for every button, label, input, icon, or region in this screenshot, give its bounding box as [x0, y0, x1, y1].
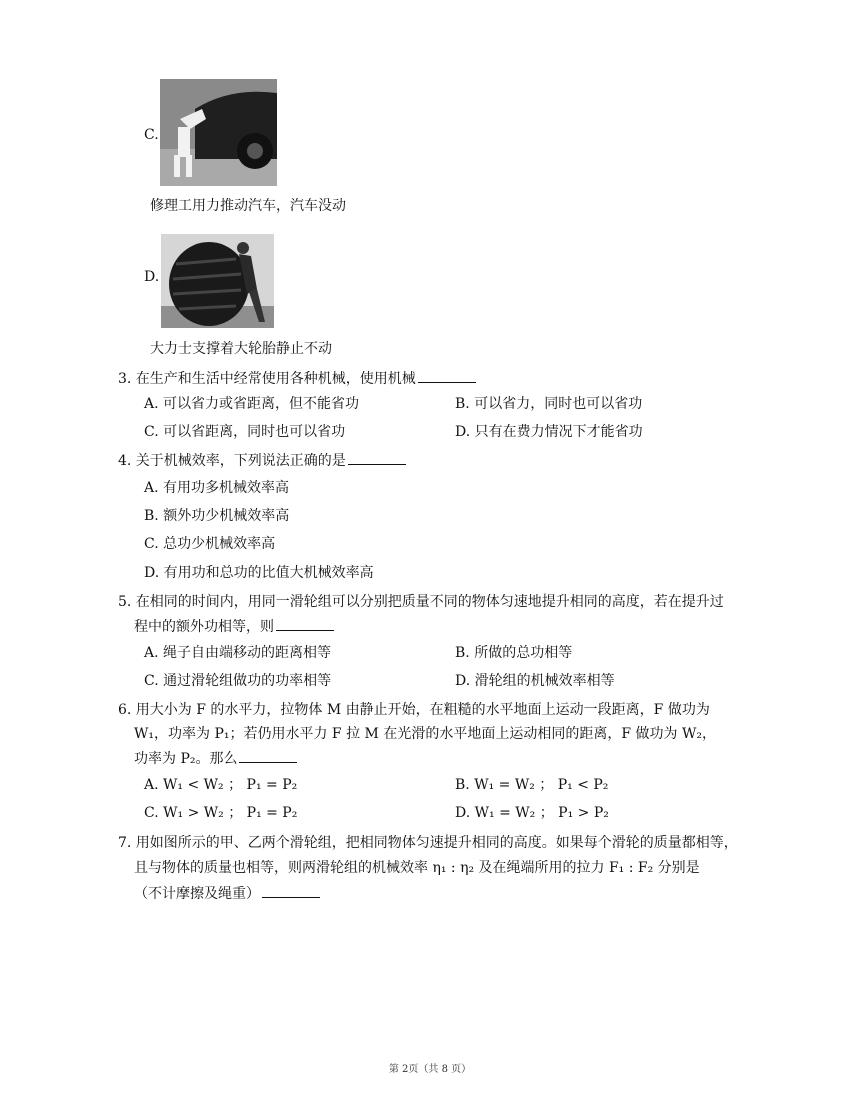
q6-line1: 6. 用大小为 F 的水平力，拉物体 M 由静止开始，在粗糙的水平地面上运动一段距离，F 做功为 — [118, 702, 710, 718]
q6-line3: 功率为 P₂。那么 — [134, 748, 297, 768]
q3-option-c: C. 可以省距离，同时也可以省功 — [144, 424, 346, 440]
answer-blank — [276, 618, 334, 631]
q7-line1: 7. 用如图所示的甲、乙两个滑轮组，把相同物体匀速提升相同的高度。如果每个滑轮的质量都相等， — [118, 835, 738, 851]
q7-line2: 且与物体的质量也相等，则两滑轮组的机械效率 η₁ : η₂ 及在绳端所用的拉力 F₁ : F₂ 分别是 — [134, 860, 700, 876]
answer-blank — [418, 370, 476, 383]
q4-option-a: A. 有用功多机械效率高 — [144, 480, 290, 496]
option-label-d: D. — [144, 269, 160, 285]
q7-line3: （不计摩擦及绳重） — [134, 883, 320, 903]
q3-option-b: B. 可以省力，同时也可以省功 — [455, 396, 643, 412]
mechanic-pushing-car-photo — [160, 79, 277, 186]
q6-option-b: B. W₁ = W₂ ； P₁ < P₂ — [455, 777, 609, 793]
q6-option-a: A. W₁ < W₂ ； P₁ = P₂ — [144, 777, 298, 793]
q5-line2: 程中的额外功相等，则 — [134, 616, 334, 636]
q6-option-d: D. W₁ = W₂ ； P₁ > P₂ — [455, 805, 609, 821]
q6-option-c: C. W₁ > W₂ ； P₁ = P₂ — [144, 805, 298, 821]
option-label-c: C. — [144, 127, 159, 143]
q5-line1: 5. 在相同的时间内，用同一滑轮组可以分别把质量不同的物体匀速地提升相同的高度，若在提升过 — [118, 594, 724, 610]
answer-blank — [239, 750, 297, 763]
q3-option-d: D. 只有在费力情况下才能省功 — [455, 424, 643, 440]
q4-option-c: C. 总功少机械效率高 — [144, 536, 276, 552]
q3-option-a: A. 可以省力或省距离，但不能省功 — [144, 396, 360, 412]
q4-stem: 4. 关于机械效率，下列说法正确的是 — [118, 450, 406, 470]
answer-blank — [262, 885, 320, 898]
caption-c: 修理工用力推动汽车，汽车没动 — [150, 198, 346, 214]
caption-d: 大力士支撑着大轮胎静止不动 — [150, 341, 332, 357]
q3-stem: 3. 在生产和生活中经常使用各种机械，使用机械 — [118, 368, 476, 388]
q5-option-c: C. 通过滑轮组做功的功率相等 — [144, 673, 332, 689]
q5-option-b: B. 所做的总功相等 — [455, 645, 573, 661]
answer-blank — [348, 452, 406, 465]
q4-option-b: B. 额外功少机械效率高 — [144, 508, 290, 524]
q5-option-a: A. 绳子自由端移动的距离相等 — [144, 645, 332, 661]
q5-option-d: D. 滑轮组的机械效率相等 — [455, 673, 615, 689]
q6-line2: W₁，功率为 P₁；若仍用水平力 F 拉 M 在光滑的水平地面上运动相同的距离，F 做功为 W₂， — [134, 726, 716, 742]
q4-option-d: D. 有用功和总功的比值大机械效率高 — [144, 565, 374, 581]
page-footer: 第 2页（共 8 页） — [388, 1064, 472, 1075]
strongman-tire-photo — [161, 234, 274, 328]
